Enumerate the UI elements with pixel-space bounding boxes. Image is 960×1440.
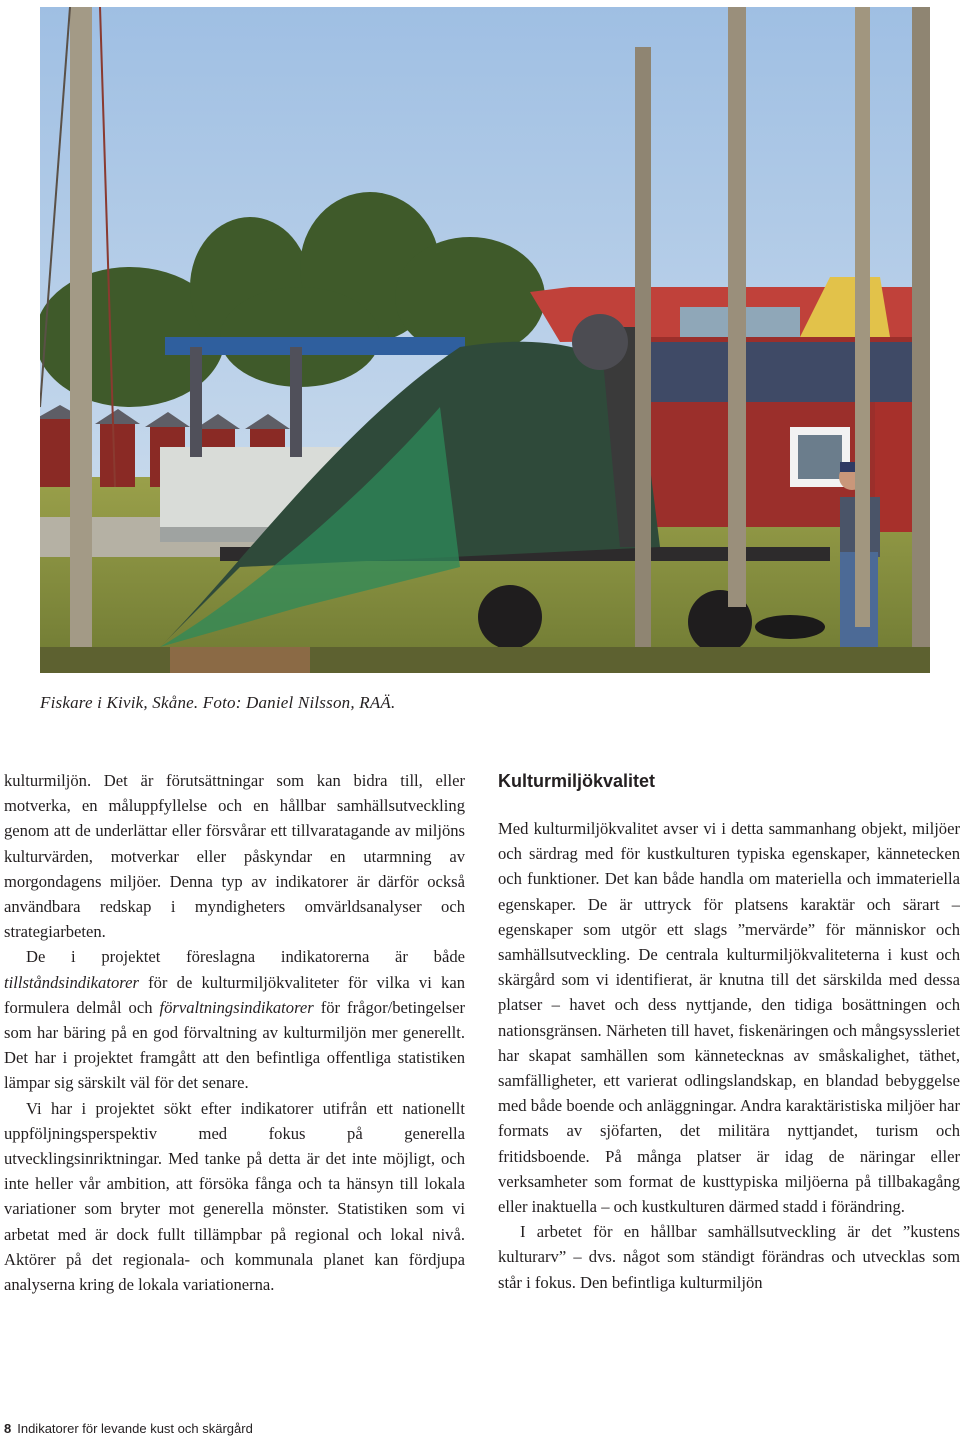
term-forvaltningsindikatorer: förvaltningsindikatorer [159, 997, 314, 1017]
paragraph-2-text-b: för de kulturmiljökvaliteter för vilka vi kan formulera delmål och [4, 972, 465, 1017]
left-paragraph-3: Vi har i projektet sökt efter indikatorer utifrån ett nationellt uppföljningsperspektiv med fokus på generella utvecklingsinriktningar. Med tanke på detta är det inte möjligt, och inte heller vår ambition, att försöka fånga och ta hänsyn till lokala variationer som bryter mot generella mönster. Statistiken som vi arbetat med är dock fullt tillämpbar på regional och lokal nivå. Aktörer på det regionala- och kommunala planet kan fördjupa analyserna kring de lokala variationerna. [4, 1098, 465, 1295]
photo-caption: Fiskare i Kivik, Skåne. Foto: Daniel Nilsson, RAÄ. [40, 693, 396, 712]
publication-title: Indikatorer för levande kust och skärgård [17, 1421, 253, 1436]
term-tillstandsindikatorer: tillståndsindikatorer [4, 972, 139, 992]
right-paragraph-2: I arbetet för en hållbar samhällsutveckling är det ”kustens kulturarv” – dvs. något som ständigt förändras och utvecklas som står i fokus. Den befintliga kulturmiljön [498, 1222, 960, 1292]
fishermen-photo [40, 7, 930, 673]
right-paragraph-1: Med kulturmiljökvalitet avser vi i detta sammanhang objekt, miljöer och särdrag med för kustkulturen typiska egenskaper, kännetecken och funktioner. Det kan både handla om materiella och immateriella egenskaper. De är uttryck för platsens karaktär och särart – egenskaper som utgör ett slags ”mervärde” för människor och samhällsutveckling. De centrala kulturmiljökvaliteterna i kust och skärgård som vi identifierat, är knutna till det särskilda med dessa platser – havet och dess nyttjande, den tidiga bosättningen och nationsgränsen. Närheten till havet, fiskenäringen och mångsyssleriet har skapat samhällen som kännetecknas av småskalighet, täthet, samfälligheter, ett varierat odlingslandskap, en blandad bebyggelse med både boende och anläggningar. Andra karaktäristiska miljöer har formats av sjöfarten, det militära nyttjandet, turism och fritidsboende. På många platser är idag de näringar eller verksamheter som format de kusttypiska miljöerna på tillbakagång eller inaktuella – och kustkulturen därmed stadd i förändring. [498, 819, 960, 1217]
left-paragraph-1: kulturmiljön. Det är förutsättningar som kan bidra till, eller motverka, en måluppfyllelse och en hållbar samhällsutveckling genom att de underlättar eller försvårar ett tillvaratagande av miljöns kulturvärden, motverkar eller påskyndar en utarmning av morgondagens miljöer. Denna typ av indikatorer är därför också användbara redskap i myndigheters omvärldsanalyser och strategiarbeten. [4, 771, 465, 942]
section-heading: Kulturmiljökvalitet [498, 771, 656, 791]
page-number: 8 [4, 1421, 12, 1436]
left-column [4, 768, 465, 1297]
paragraph-2-text-c: för frågor/betingelser som har bäring på en god förvaltning av kulturmiljön mer generellt. Det har i projektet framgått att den befintliga offentliga statistiken lämpar sig särskilt väl för det senare. [4, 997, 466, 1093]
right-column [498, 768, 960, 1295]
paragraph-2-text-a: De i projektet föreslagna indikatorerna är både [26, 947, 465, 967]
left-paragraph-2 [4, 944, 465, 1095]
page-footer [4, 1421, 253, 1436]
